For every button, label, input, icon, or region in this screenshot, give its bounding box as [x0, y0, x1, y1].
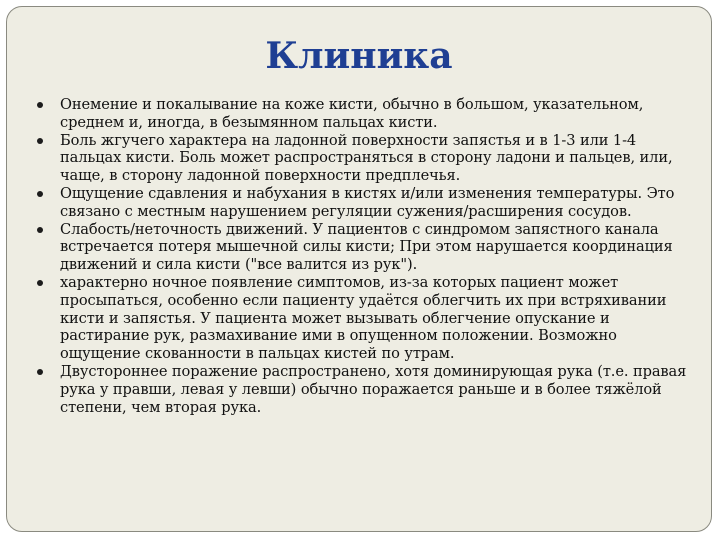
- bullet-text: Онемение и покалывание на коже кисти, обычно в большом, указательном, среднем и, иногда, в безымянном пальцах кисти.: [60, 96, 644, 131]
- bullet-text: Слабость/неточность движений. У пациентов с синдромом запястного канала встречается потеря мышечной силы кисти; При этом нарушается координация движений и сила кисти ("все валится из рук").: [60, 220, 673, 274]
- bullet-dot: [37, 280, 43, 286]
- bullet-text: Боль жгучего характера на ладонной поверхности запястья и в 1-3 или 1-4 пальцах кисти. Боль может распространяться в сторону ладони и пальцев, или, чаще, в сторону ладонной поверхности предплечья.: [60, 131, 673, 185]
- bullet-text: Двустороннее поражение распространено, хотя доминирующая рука (т.е. правая рука у правши, левая у левши) обычно поражается раньше и в более тяжёлой степени, чем вторая рука.: [60, 362, 687, 416]
- bullet-dot: [37, 191, 43, 197]
- bullet-item-pain: [43, 132, 691, 185]
- bullet-dot: [37, 138, 43, 144]
- bullet-item-swelling: [43, 185, 691, 221]
- slide-title: Клиника: [265, 35, 453, 77]
- bullet-item-bilateral: [43, 363, 691, 416]
- bullet-dot: [37, 369, 43, 375]
- bullet-item-night-symptoms: [43, 274, 691, 363]
- bullet-text: Ощущение сдавления и набухания в кистях и/или изменения температуры. Это связано с местным нарушением регуляции сужения/расширения сосудов.: [60, 184, 675, 220]
- bullet-dot: [37, 102, 43, 108]
- bullet-text: характерно ночное появление симптомов, из-за которых пациент может просыпаться, особенно если пациенту удаётся облегчить их при встряхивании кисти и запястья. У пациента может вызывать облегчение опускание и растирание рук, размахивание ими в опущенном положении. Возможно ощущение скованности в пальцах кистей по утрам.: [60, 273, 667, 363]
- bullet-list: [43, 96, 691, 416]
- bullet-item-weakness: [43, 221, 691, 274]
- bullet-dot: [37, 227, 43, 233]
- bullet-item-numbness: [43, 96, 691, 132]
- slide-frame: [6, 6, 712, 532]
